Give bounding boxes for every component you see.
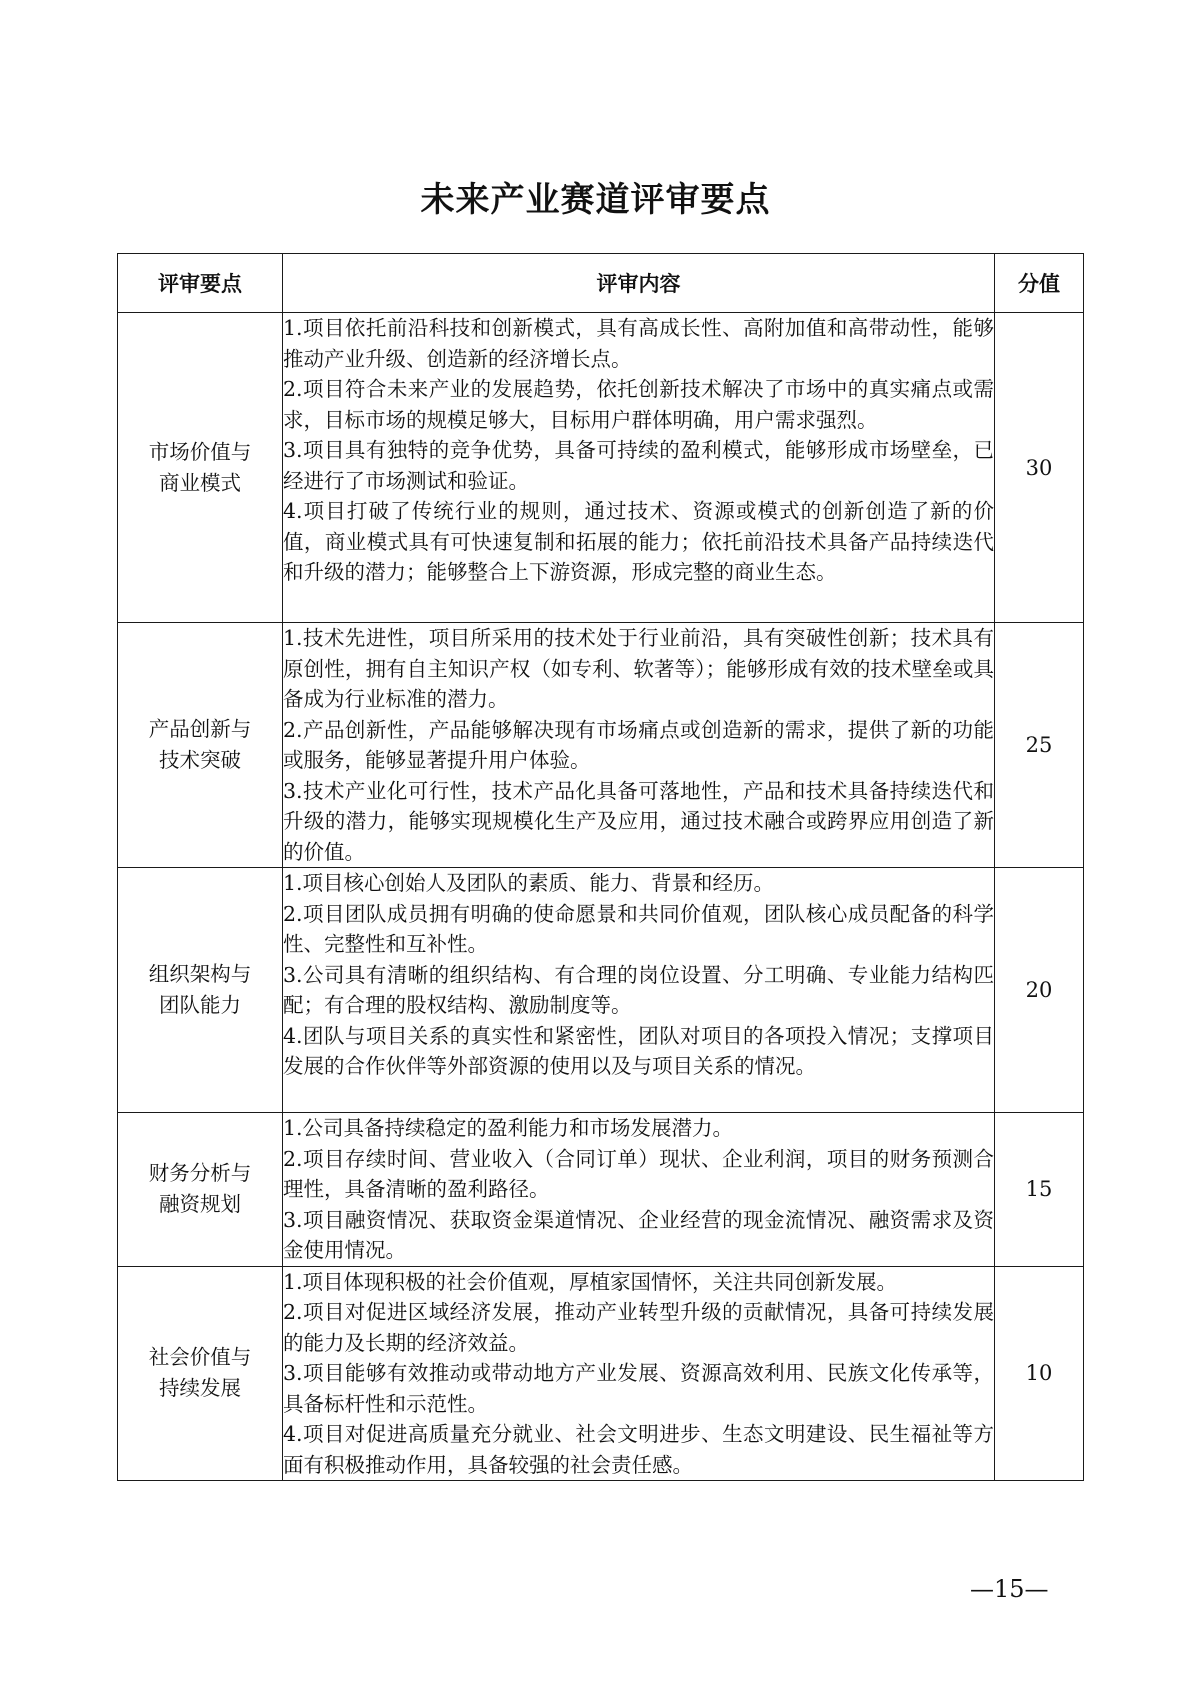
page-title: 未来产业赛道评审要点	[420, 180, 771, 220]
content-item: 3.公司具有清晰的组织结构、有合理的岗位设置、分工明确、专业能力结构匹配；有合理的股权结构、激励制度等。	[283, 962, 994, 1017]
table-row	[118, 1266, 1084, 1481]
content-item: 2.产品创新性，产品能够解决现有市场痛点或创造新的需求，提供了新的功能或服务，能够显著提升用户体验。	[283, 717, 994, 772]
content-item: 1.项目体现积极的社会价值观，厚植家国情怀，关注共同创新发展。	[283, 1269, 898, 1294]
row-score: 30	[995, 313, 1084, 623]
review-point-label: 产品创新与技术突破	[148, 717, 252, 772]
row-review-content	[283, 868, 995, 1113]
content-item: 1.公司具备持续稳定的盈利能力和市场发展潜力。	[283, 1116, 734, 1140]
content-item: 3.技术产业化可行性，技术产品化具备可落地性，产品和技术具备持续迭代和升级的潜力，能够实现规模化生产及应用，通过技术融合或跨界应用创造了新的价值。	[283, 778, 994, 864]
content-item: 2.项目存续时间、营业收入（合同订单）现状、企业利润，项目的财务预测合理性，具备清晰的盈利路径。	[283, 1146, 994, 1201]
review-point-label: 组织架构与团队能力	[148, 962, 252, 1017]
content-item: 3.项目具有独特的竞争优势，具备可持续的盈利模式，能够形成市场壁垒，已经进行了市场测试和验证。	[283, 438, 994, 493]
content-item: 3.项目能够有效推动或带动地方产业发展、资源高效利用、民族文化传承等，具备标杆性和示范性。	[283, 1361, 994, 1416]
content-item: 4.团队与项目关系的真实性和紧密性，团队对项目的各项投入情况；支撑项目发展的合作伙伴等外部资源的使用以及与项目关系的情况。	[283, 1023, 994, 1078]
table-row	[118, 868, 1084, 1113]
content-item: 4.项目对促进高质量充分就业、社会文明进步、生态文明建设、民生福祉等方面有积极推动作用，具备较强的社会责任感。	[283, 1422, 994, 1477]
content-item: 1.技术先进性，项目所采用的技术处于行业前沿，具有突破性创新；技术具有原创性，拥有自主知识产权（如专利、软著等）；能够形成有效的技术壁垒或具备成为行业标准的潜力。	[283, 626, 994, 711]
review-point-label: 财务分析与融资规划	[148, 1161, 252, 1217]
row-review-content	[283, 623, 995, 868]
review-criteria-table	[117, 253, 1084, 1481]
row-score: 25	[995, 623, 1084, 868]
row-review-content	[283, 1113, 995, 1267]
row-review-point	[118, 313, 283, 623]
content-item: 4.项目打破了传统行业的规则，通过技术、资源或模式的创新创造了新的价值，商业模式具有可快速复制和拓展的能力；依托前沿技术具备产品持续迭代和升级的潜力；能够整合上下游资源，形成完整的商业生态。	[283, 499, 994, 584]
row-review-point	[118, 868, 283, 1113]
table-row	[118, 313, 1084, 623]
header-score: 分值	[995, 254, 1084, 313]
header-review-point: 评审要点	[118, 254, 283, 313]
row-score: 20	[995, 868, 1084, 1113]
header-review-content: 评审内容	[283, 254, 995, 313]
content-item: 1.项目核心创始人及团队的素质、能力、背景和经历。	[283, 871, 775, 895]
review-point-label: 社会价值与持续发展	[148, 1345, 252, 1401]
row-review-content	[283, 1266, 995, 1481]
review-point-label: 市场价值与商业模式	[148, 439, 252, 495]
content-item: 2.项目符合未来产业的发展趋势，依托创新技术解决了市场中的真实痛点或需求，目标市场的规模足够大，目标用户群体明确，用户需求强烈。	[283, 377, 994, 432]
row-review-point	[118, 1113, 283, 1267]
table-row	[118, 1113, 1084, 1267]
row-review-point	[118, 1266, 283, 1481]
row-review-point	[118, 623, 283, 868]
content-item: 1.项目依托前沿科技和创新模式，具有高成长性、高附加值和高带动性，能够推动产业升级、创造新的经济增长点。	[283, 316, 994, 371]
row-score: 15	[995, 1113, 1084, 1267]
content-item: 2.项目对促进区域经济发展，推动产业转型升级的贡献情况，具备可持续发展的能力及长期的经济效益。	[283, 1300, 994, 1355]
table-row	[118, 623, 1084, 868]
row-score: 10	[995, 1266, 1084, 1481]
content-item: 3.项目融资情况、获取资金渠道情况、企业经营的现金流情况、融资需求及资金使用情况。	[283, 1207, 994, 1262]
row-review-content	[283, 313, 995, 623]
page-number: —15—	[970, 1575, 1049, 1603]
content-item: 2.项目团队成员拥有明确的使命愿景和共同价值观，团队核心成员配备的科学性、完整性和互补性。	[283, 901, 994, 956]
table-header-row	[118, 254, 1084, 313]
